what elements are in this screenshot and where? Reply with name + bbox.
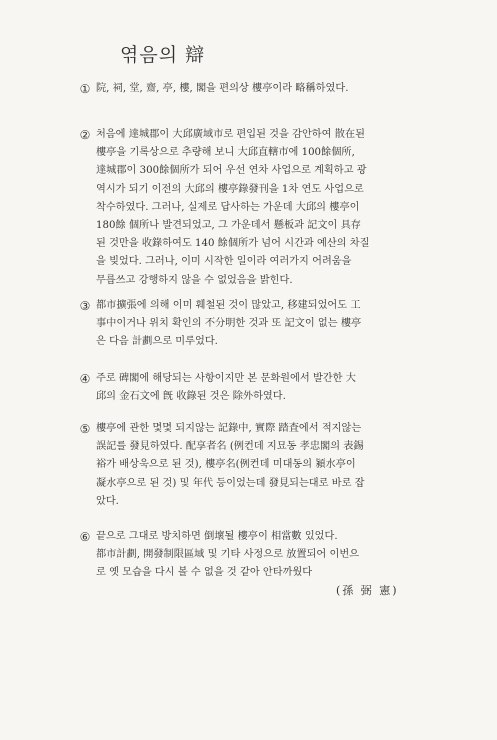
item-line: 된 것만을 收錄하여도 140 餘個所가 넘어 시간과 예산의 차질 [96,238,370,250]
item-line: 역시가 되기 이전의 大邱의 樓亭錄發刊을 1차 연도 사업으로 [96,183,364,195]
list-item-2 [79,126,426,290]
list-item-1 [79,80,426,98]
item-line: 끝으로 그대로 방치하면 倒壞될 樓亭이 相當數 있었다. [96,531,338,542]
page-title: 엮음의 辯 [120,44,206,66]
item-number: ④ [79,372,91,386]
item-line: 180餘 個所나 발견되었고, 그 가운데서 懸板과 記文이 具存 [96,220,361,232]
list-item-6 [79,528,426,583]
item-line: 처음에 達城郡이 大邱廣域市로 편입된 것을 감안하여 散在된 [96,129,365,140]
item-line: 都市擴張에 의해 이미 훼철된 것이 많았고, 移建되었어도 工 [96,300,361,311]
item-number: ② [79,128,91,142]
item-number: ① [79,82,91,96]
item-line: 로 옛 모습을 다시 볼 수 없을 것 같아 안타까웠다 [96,567,313,579]
item-line: 착수하였다. 그러나, 실제로 답사하는 가운데 大邱의 樓亭이 [96,201,360,213]
item-line: 事中이거나 위치 확인의 不分明한 것과 또 記文이 없는 樓亭 [96,318,362,330]
item-line: 은 다음 計劃으로 미루었다. [96,336,218,348]
item-line: 凝水亭으로 된 것) 및 年代 등이었는데 發見되는대로 바로 잡 [96,477,365,489]
list-item-4 [79,370,426,406]
item-line: 주로 碑閣에 해당되는 사항이지만 본 문화원에서 발간한 大 [96,373,356,384]
item-line: 았다. [96,495,119,507]
item-line: 誤記를 發見하였다. 配享者名 (例컨데 지묘동 孝忠閣의 表錫 [96,441,364,453]
list-item-5 [79,420,426,511]
item-line: 達城郡이 300餘個所가 되어 우선 연차 사업으로 계획하고 광 [96,165,367,177]
item-number: ③ [79,299,91,313]
item-line: 邱의 金石文에 旣 收錄된 것은 除外하였다. [96,391,286,403]
author-signature: (孫 弼 憲) [336,584,399,597]
item-line: 樓亭을 기록상으로 추량해 보니 大邱直轄市에 100餘個所, [96,147,355,159]
item-number: ⑥ [79,530,91,544]
item-line: 무릅쓰고 강행하지 않을 수 없었음을 밝힌다. [96,274,293,286]
item-line: 을 빚었다. 그러나, 이미 시작한 일이라 여러가지 어려움을 [96,256,352,268]
item-line: 裕가 배상욱으로 된 것), 樓亭名(例컨데 미대동의 潁水亭이 [96,459,356,471]
item-number: ⑤ [79,422,91,436]
item-line: 樓亭에 관한 몇몇 되지않는 記錄中, 實際 踏査에서 적지않는 [96,423,362,434]
list-item-3 [79,297,426,352]
item-line: 都市計劃, 開發制限區域 및 기타 사정으로 放置되어 이번으 [96,549,360,561]
item-line: 院, 祠, 堂, 齋, 亭, 樓, 閣을 편의상 樓亭이라 略稱하였다. [96,83,349,94]
